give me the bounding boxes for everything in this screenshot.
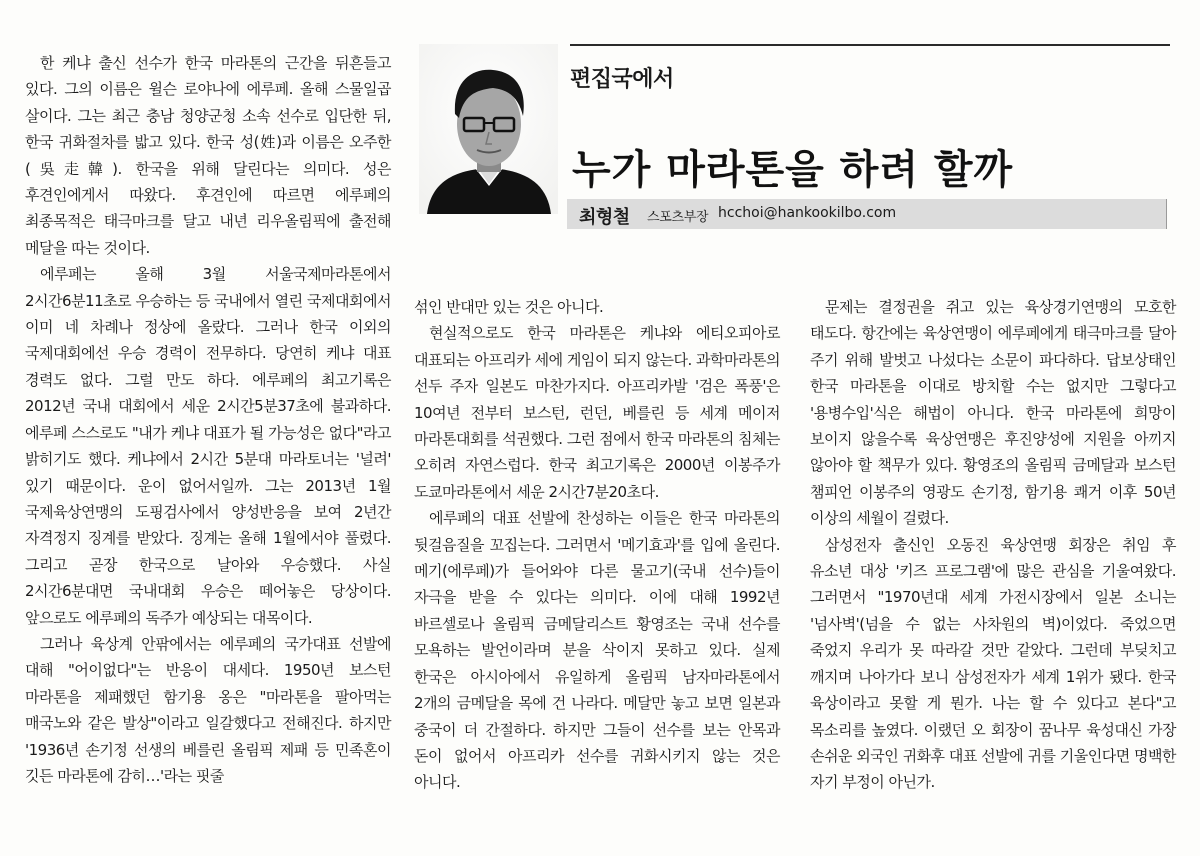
byline-bar — [567, 199, 1167, 229]
header-rule — [570, 44, 1170, 46]
paragraph: 에루페는 올해 3월 서울국제마라톤에서 2시간6분11초로 우승하는 등 국내에서 열린 국제대회에서 이미 네 차례나 정상에 올랐다. 그러나 한국 이외의 국제대회에선 우승 경력이 전무하다. 당연히 케냐 대표 경력도 없다. 그럴 만도 하다. 에루페의 최고기록은 2012년 국내 대회에서 세운 2시간5분37초에 불과하다. 에루페 스스로도 "내가 케냐 대표가 될 가능성은 없다"라고 밝히기도 했다. 케냐에서 2시간 5분대 마라토너는 '널려' 있기 때문이다. 운이 없어서일까. 그는 2013년 1월 국제육상연맹의 도핑검사에서 양성반응을 보여 2년간 자격정지 징계를 받았다. 징계는 올해 1월에서야 풀렸다. 그리고 곧장 한국으로 날아와 우승했다. 사실 2시간6분대면 국내대회 우승은 떼어놓은 당상이다. 앞으로도 에루페의 독주가 예상되는 대목이다. — [25, 265, 391, 627]
byline-divider — [1166, 199, 1167, 229]
author-photo — [419, 44, 558, 214]
author-title: 스포츠부장 — [647, 210, 709, 225]
headline: 누가 마라톤을 하려 할까 — [572, 146, 1014, 193]
paragraph: 에루페의 대표 선발에 찬성하는 이들은 한국 마라톤의 뒷걸음질을 꼬집는다. 그러면서 '메기효과'를 입에 올린다. 메기(에루페)가 들어와야 다른 물고기(국내 선수)들이 자극을 받을 수 있다는 의미다. 이에 대해 1992년 바르셀로나 올림픽 금메달리스트 황영조는 국내 선수를 모욕하는 발언이라며 분을 삭이지 못하고 있다. 실제 한국은 아시아에서 유일하게 올림픽 남자마라톤에서 2개의 금메달을 목에 건 나라다. 메달만 놓고 보면 일본과 중국이 더 간절하다. 하지만 그들이 선수를 보는 안목과 돈이 없어서 아프리카 선수를 귀화시키지 않는 것은 아니다. — [414, 509, 780, 792]
paragraph: 섞인 반대만 있는 것은 아니다. — [414, 298, 604, 316]
author-name: 최형철 — [579, 207, 630, 228]
body-column-3 — [810, 294, 1176, 796]
section-label: 편집국에서 — [570, 67, 674, 92]
paragraph: 문제는 결정권을 쥐고 있는 육상경기연맹의 모호한 태도다. 항간에는 육상연맹이 에루페에게 태극마크를 달아 주기 위해 발벗고 나섰다는 소문이 파다하다. 답보상태인 한국 마라톤을 이대로 방치할 수는 없지만 그렇다고 '용병수입'식은 해법이 아니다. 한국 마라톤에 희망이 보이지 않을수록 육상연맹은 후진양성에 지원을 아끼지 않아야 할 책무가 있다. 황영조의 올림픽 금메달과 보스턴 챔피언 이봉주의 영광도 손기정, 함기용 쾌거 이후 50년 이상의 세월이 걸렸다. — [810, 298, 1176, 528]
body-column-1 — [25, 50, 391, 789]
paragraph: 현실적으로도 한국 마라톤은 케냐와 에티오피아로 대표되는 아프리카 세에 게임이 되지 않는다. 과학마라톤의 선두 주자 일본도 마찬가지다. 아프리카발 '검은 폭풍'은 10여년 전부터 보스턴, 런던, 베를린 등 세계 메이저 마라톤대회를 석권했다. 그런 점에서 한국 마라톤의 침체는 오히려 자연스럽다. 한국 최고기록은 2000년 이봉주가 도쿄마라톤에서 세운 2시간7분20초다. — [414, 324, 780, 501]
paragraph: 한 케냐 출신 선수가 한국 마라톤의 근간을 뒤흔들고 있다. 그의 이름은 윌슨 로야나에 에루페. 올해 스물일곱 살이다. 그는 최근 충남 청양군청 소속 선수로 입단한 뒤, 한국 귀화절차를 밟고 있다. 한국 성(姓)과 이름은 오주한(吳走韓). 한국을 위해 달린다는 의미다. 성은 후견인에게서 따왔다. 후견인에 따르면 에루페의 최종목적은 태극마크를 달고 내년 리우올림픽에 출전해 메달을 따는 것이다. — [25, 54, 391, 257]
paragraph: 삼성전자 출신인 오동진 육상연맹 회장은 취임 후 유소년 대상 '키즈 프로그램'에 많은 관심을 기울여왔다. 그러면서 "1970년대 세계 가전시장에서 일본 소니는 '넘사벽'(넘을 수 없는 사차원의 벽)이었다. 죽었으면 죽었지 우리가 못 따라갈 것만 같았다. 그런데 부딪치고 깨지며 나아가다 보니 삼성전자가 세계 1위가 됐다. 한국 육상이라고 못할 게 뭔가. 나는 할 수 있다고 본다"고 목소리를 높였다. 이랬던 오 회장이 꿈나무 육성대신 가장 손쉬운 외국인 귀화후 대표 선발에 귀를 기울인다면 명백한 자기 부정이 아닌가. — [810, 535, 1176, 792]
body-column-2 — [414, 294, 780, 796]
author-email[interactable]: hcchoi@hankookilbo.com — [718, 205, 897, 221]
paragraph: 그러나 육상계 안팎에서는 에루페의 국가대표 선발에 대해 "어이없다"는 반응이 대세다. 1950년 보스턴 마라톤을 제패했던 함기용 옹은 "마라톤을 팔아먹는 매국노와 같은 발상"이라고 일갈했다고 전해진다. 하지만 '1936년 손기정 선생의 베를린 올림픽 제패 등 민족혼이 깃든 마라톤에 감히…'라는 핏줄 — [25, 634, 391, 785]
